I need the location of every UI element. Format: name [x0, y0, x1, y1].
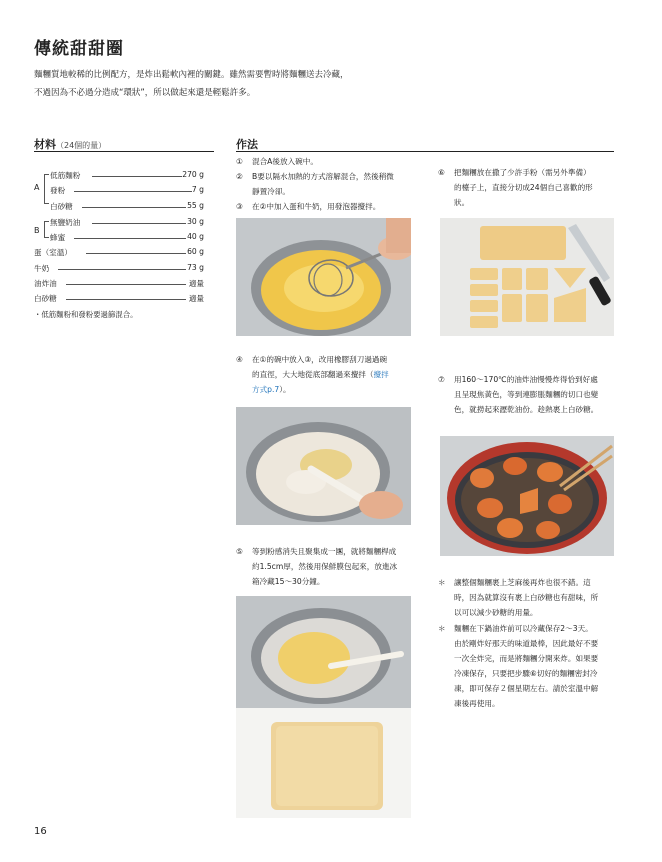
group-b-label: B	[34, 226, 40, 235]
ingredient-note: ・低筋麵粉和發粉要過篩混合。	[34, 310, 138, 319]
group-a-label: A	[34, 183, 40, 192]
photo-frying-art	[440, 436, 614, 556]
step-text: 約1.5cm厚，然後用保鮮膜包起來，放進冰	[252, 562, 398, 571]
leader-line	[82, 207, 186, 208]
ingredient-qty: 適量	[188, 279, 204, 288]
photo-cutting-art	[440, 218, 614, 336]
photo-folding	[236, 407, 411, 525]
leader-line	[92, 223, 186, 224]
tip-text: 冷凍保存，只要把步驟⑥切好的麵糰密封冷	[454, 669, 598, 678]
technique-link-page[interactable]: 方式p.7	[252, 385, 280, 394]
step-1	[236, 154, 416, 169]
step-text: ）。	[279, 385, 291, 394]
step-text: 箱冷藏15〜30分鐘。	[252, 577, 325, 586]
ingredient-row	[34, 278, 214, 290]
photo-dough-sheet-art	[236, 708, 411, 818]
tip-1	[438, 575, 628, 620]
step-5	[236, 544, 431, 589]
ingredients-heading-text: 材料	[34, 138, 56, 151]
ingredient-qty: 55 g	[187, 201, 204, 210]
ingredient-name: 無鹽奶油	[50, 218, 81, 227]
leader-line	[66, 284, 186, 285]
step-4	[236, 352, 426, 397]
step-number: ⑤	[236, 547, 243, 556]
step-text: 等到粉感消失且聚集成一團，就將麵糰桿成	[252, 547, 397, 556]
photo-whisking-art	[236, 218, 411, 336]
ingredient-row	[34, 217, 214, 229]
ingredient-name: 白砂糖	[34, 294, 57, 303]
method-rule	[236, 151, 614, 152]
tip-text: 凍，即可保存２個星期左右。請於室溫中解	[454, 684, 599, 693]
page-title: 傳統甜甜圈	[34, 39, 124, 59]
step-text: 靜置冷卻。	[252, 187, 290, 196]
method-heading: 作法	[236, 138, 258, 151]
step-text: 的直徑，大大地從底部翻過來攪拌（	[252, 370, 374, 379]
tip-text: 凍後再使用。	[454, 699, 500, 708]
ingredient-row	[34, 185, 214, 197]
ingredients-rule	[34, 151, 214, 152]
tip-text: 一次全炸完，而是將麵糰分開來炸。如果要	[454, 654, 599, 663]
leader-line	[74, 238, 186, 239]
ingredients-yield: （24個的量）	[56, 141, 107, 150]
step-text: 用160〜170℃的油炸油慢慢炸得恰到好處	[454, 375, 598, 384]
tip-text: 麵糰在下鍋油炸前可以冷藏保存2〜3天。	[454, 624, 593, 633]
step-text: 的檯子上，直接分切成24個自己喜歡的形	[454, 183, 593, 192]
page-number: 16	[34, 826, 47, 837]
ingredient-name: 蛋（室溫）	[34, 248, 72, 257]
step-text: 狀。	[454, 198, 470, 207]
ingredients-list	[34, 166, 214, 326]
step-6	[438, 165, 628, 210]
ingredient-name: 油炸油	[34, 279, 57, 288]
photo-dough	[236, 596, 411, 708]
ingredient-qty: 30 g	[187, 217, 204, 226]
ingredient-row	[34, 232, 214, 244]
tip-text: 時，因為就算沒有裹上白砂糖也有甜味，所	[454, 593, 599, 602]
intro-line-1: 麵糰質地較稀的比例配方，是炸出鬆軟內裡的關鍵。雖然需要暫時將麵糰送去冷藏，	[34, 70, 349, 80]
step-7	[438, 372, 628, 417]
ingredient-qty: 60 g	[187, 247, 204, 256]
ingredient-row	[34, 293, 214, 305]
photo-dough-sheet	[236, 708, 411, 818]
ingredient-row	[34, 263, 214, 275]
step-number: ⑦	[438, 375, 445, 384]
step-2	[236, 169, 426, 199]
ingredient-name: 低筋麵粉	[50, 171, 81, 180]
step-number: ④	[236, 355, 243, 364]
ingredient-name: 蜂蜜	[50, 233, 66, 242]
step-number: ⑥	[438, 168, 445, 177]
step-text: B要以隔水加熱的方式溶解混合，然後稍微	[252, 172, 394, 181]
photo-whisking	[236, 218, 411, 336]
photo-frying	[440, 436, 614, 556]
photo-folding-art	[236, 407, 411, 525]
step-number: ③	[236, 202, 243, 211]
ingredient-qty: 270 g	[182, 170, 204, 179]
tip-mark: ＊	[438, 624, 446, 633]
ingredient-row	[34, 170, 214, 182]
ingredient-row	[34, 247, 214, 259]
step-text: 且呈現焦黃色，等到連膨脹麵糰的切口也變	[454, 390, 599, 399]
ingredients-heading	[34, 136, 106, 152]
ingredient-qty: 7 g	[191, 185, 204, 194]
ingredient-qty: 適量	[188, 294, 204, 303]
photo-dough-art	[236, 596, 411, 708]
technique-link[interactable]: 攪拌	[373, 370, 389, 379]
step-text: 把麵糰放在撒了少許手粉（需另外準備）	[454, 168, 591, 177]
step-3	[236, 199, 426, 214]
leader-line	[86, 253, 186, 254]
tip-text: 由於剛炸好那天的味道最棒，因此最好不要	[454, 639, 599, 648]
step-number: ①	[236, 157, 243, 166]
intro-line-2: 不過因為不必過分造成“環狀”，所以做起來還是輕鬆許多。	[34, 88, 256, 98]
tip-mark: ＊	[438, 578, 446, 587]
leader-line	[92, 176, 182, 177]
ingredient-name: 發粉	[50, 186, 66, 195]
ingredient-qty: 40 g	[187, 232, 204, 241]
step-text: 在①的碗中放入③，改用橡膠刮刀過過碗	[252, 355, 388, 364]
ingredient-qty: 73 g	[187, 263, 204, 272]
ingredient-name: 白砂糖	[50, 202, 73, 211]
step-text: 色，就撈起來瀝乾油份。趁熱裹上白砂糖。	[454, 405, 599, 414]
leader-line	[58, 269, 186, 270]
photo-cutting	[440, 218, 614, 336]
ingredient-row	[34, 201, 214, 213]
tip-2	[438, 621, 628, 711]
ingredient-name: 牛奶	[34, 264, 50, 273]
step-number: ②	[236, 172, 243, 181]
step-text: 在②中加入蛋和牛奶，用發泡器攪拌。	[252, 202, 381, 211]
tip-text: 以可以減少砂糖的用量。	[454, 608, 538, 617]
leader-line	[66, 299, 186, 300]
leader-line	[74, 191, 192, 192]
tip-text: 讓整個麵糰裹上芝麻後再炸也很不錯。這	[454, 578, 591, 587]
step-text: 混合A後放入碗中。	[252, 157, 318, 166]
